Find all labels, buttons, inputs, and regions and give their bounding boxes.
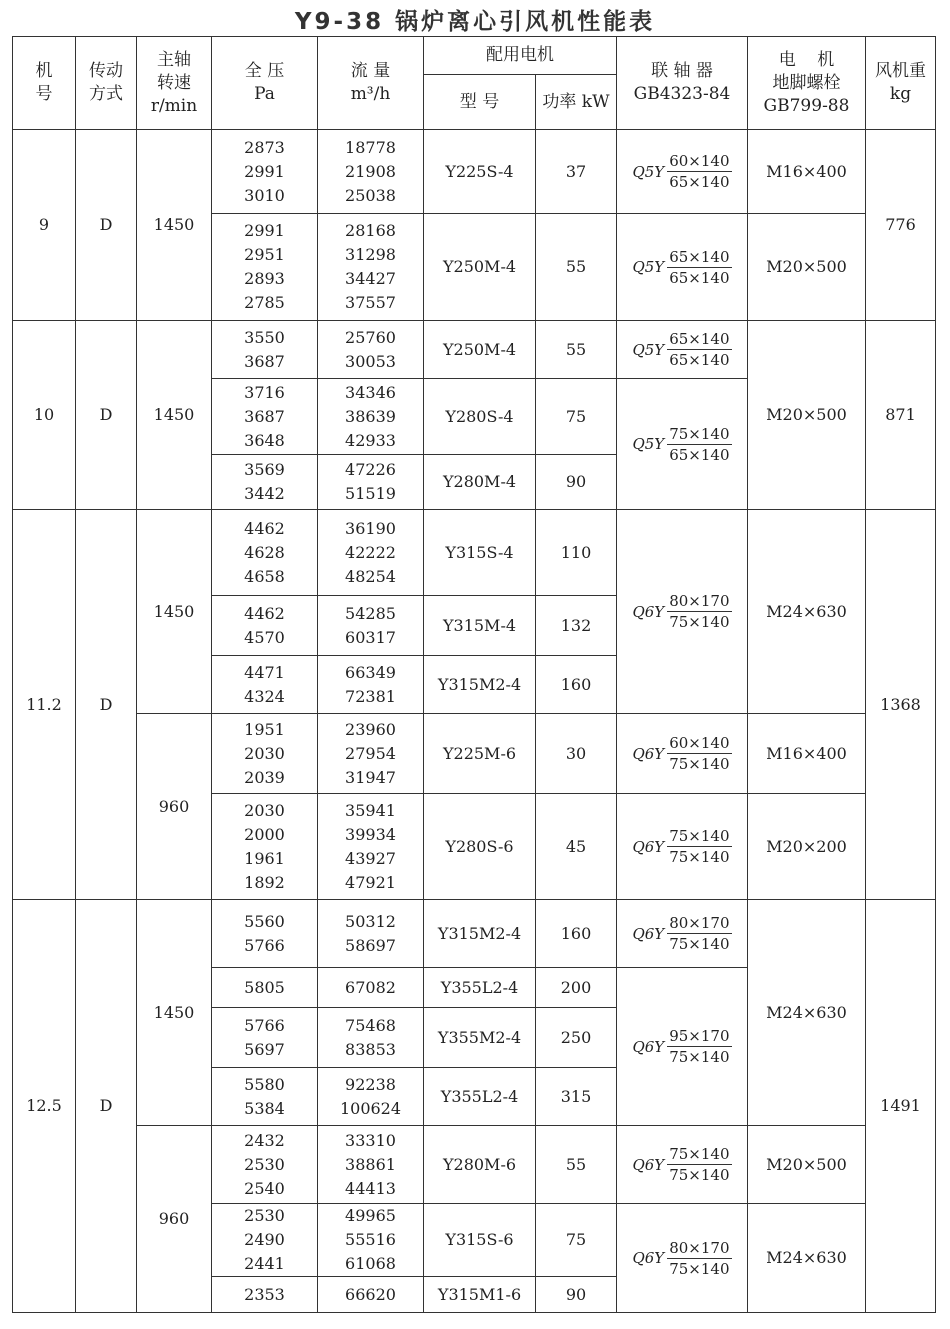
motor-power: 250 xyxy=(536,1008,617,1068)
motor-type: Y315M2-4 xyxy=(424,900,536,968)
flow-values: 35941 39934 43927 47921 xyxy=(318,794,424,900)
flow-values: 23960 27954 31947 xyxy=(318,714,424,794)
table-row xyxy=(13,321,936,379)
motor-power: 45 xyxy=(536,794,617,900)
motor-power: 75 xyxy=(536,379,617,455)
motor-type: Y315M2-4 xyxy=(424,656,536,714)
pressure-values: 3716 3687 3648 xyxy=(212,379,318,455)
table-row xyxy=(13,510,936,596)
table-title: Y9-38 锅炉离心引风机性能表 xyxy=(294,9,656,35)
fan-weight: 871 xyxy=(866,321,936,510)
flow-values: 67082 xyxy=(318,968,424,1008)
fan-no: 12.5 xyxy=(13,900,76,1313)
coupling-spec: Q6Y $\frac{75\times 140}{75\times 140}$ xyxy=(617,794,748,900)
header-motor-power: 功率 kW xyxy=(536,75,617,130)
header-weight: 风机重 kg xyxy=(866,37,936,130)
flow-values: 75468 83853 xyxy=(318,1008,424,1068)
motor-type: Y280M-6 xyxy=(424,1126,536,1204)
motor-power: 30 xyxy=(536,714,617,794)
flow-values: 66349 72381 xyxy=(318,656,424,714)
pressure-values: 5560 5766 xyxy=(212,900,318,968)
fan-no: 10 xyxy=(13,321,76,510)
table-row xyxy=(13,714,936,794)
fan-weight: 1491 xyxy=(866,900,936,1313)
pressure-values: 4462 4570 xyxy=(212,596,318,656)
pressure-values: 5580 5384 xyxy=(212,1068,318,1126)
header-motor: 配用电机 xyxy=(424,37,617,75)
bolt-spec: M20×200 xyxy=(748,794,866,900)
motor-power: 132 xyxy=(536,596,617,656)
motor-power: 160 xyxy=(536,900,617,968)
coupling-spec: Q6Y $\frac{80\times 170}{75\times 140}$ xyxy=(617,1204,748,1313)
pressure-values: 4462 4628 4658 xyxy=(212,510,318,596)
pressure-values: 3569 3442 xyxy=(212,455,318,510)
header-flow: 流 量 m³/h xyxy=(318,37,424,130)
table-row xyxy=(13,900,936,968)
motor-type: Y355L2-4 xyxy=(424,1068,536,1126)
bolt-spec: M20×500 xyxy=(748,321,866,510)
drive-mode: D xyxy=(76,510,137,900)
coupling-spec: Q5Y $\frac{60\times 140}{65\times 140}$ xyxy=(617,130,748,214)
bolt-spec: M20×500 xyxy=(748,214,866,321)
bolt-spec: M24×630 xyxy=(748,510,866,714)
header-bolt: 电 机 地脚螺栓 GB799-88 xyxy=(748,37,866,130)
motor-power: 90 xyxy=(536,455,617,510)
motor-power: 55 xyxy=(536,321,617,379)
coupling-spec: Q5Y $\frac{65\times 140}{65\times 140}$ xyxy=(617,321,748,379)
flow-values: 49965 55516 61068 xyxy=(318,1204,424,1277)
motor-power: 55 xyxy=(536,214,617,321)
pressure-values: 4471 4324 xyxy=(212,656,318,714)
flow-values: 18778 21908 25038 xyxy=(318,130,424,214)
motor-power: 200 xyxy=(536,968,617,1008)
motor-power: 37 xyxy=(536,130,617,214)
motor-type: Y250M-4 xyxy=(424,214,536,321)
pressure-values: 2030 2000 1961 1892 xyxy=(212,794,318,900)
bolt-spec: M16×400 xyxy=(748,130,866,214)
pressure-values: 2991 2951 2893 2785 xyxy=(212,214,318,321)
flow-values: 54285 60317 xyxy=(318,596,424,656)
speed: 1450 xyxy=(137,321,212,510)
table-row xyxy=(13,130,936,214)
pressure-values: 5766 5697 xyxy=(212,1008,318,1068)
motor-type: Y315M-4 xyxy=(424,596,536,656)
speed: 1450 xyxy=(137,130,212,321)
table-row xyxy=(13,1126,936,1204)
flow-values: 33310 38861 44413 xyxy=(318,1126,424,1204)
pressure-values: 2873 2991 3010 xyxy=(212,130,318,214)
fan-no: 11.2 xyxy=(13,510,76,900)
motor-type: Y225S-4 xyxy=(424,130,536,214)
flow-values: 50312 58697 xyxy=(318,900,424,968)
coupling-spec: Q6Y $\frac{95\times 170}{75\times 140}$ xyxy=(617,968,748,1126)
header-speed: 主轴转速 r/min xyxy=(137,37,212,130)
drive-mode: D xyxy=(76,900,137,1313)
flow-values: 66620 xyxy=(318,1277,424,1313)
motor-type: Y355L2-4 xyxy=(424,968,536,1008)
coupling-spec: Q5Y $\frac{75\times 140}{65\times 140}$ xyxy=(617,379,748,510)
fan-weight: 776 xyxy=(866,130,936,321)
pressure-values: 5805 xyxy=(212,968,318,1008)
motor-type: Y225M-6 xyxy=(424,714,536,794)
drive-mode: D xyxy=(76,130,137,321)
speed: 960 xyxy=(137,714,212,900)
coupling-spec: Q6Y $\frac{80\times 170}{75\times 140}$ xyxy=(617,510,748,714)
header-pressure: 全 压 Pa xyxy=(212,37,318,130)
motor-type: Y250M-4 xyxy=(424,321,536,379)
drive-mode: D xyxy=(76,321,137,510)
coupling-spec: Q6Y $\frac{60\times 140}{75\times 140}$ xyxy=(617,714,748,794)
motor-power: 90 xyxy=(536,1277,617,1313)
flow-values: 34346 38639 42933 xyxy=(318,379,424,455)
performance-table xyxy=(12,36,936,1313)
header-coupling: 联 轴 器 GB4323-84 xyxy=(617,37,748,130)
motor-type: Y355M2-4 xyxy=(424,1008,536,1068)
pressure-values: 2530 2490 2441 xyxy=(212,1204,318,1277)
bolt-spec: M24×630 xyxy=(748,1204,866,1313)
motor-power: 160 xyxy=(536,656,617,714)
motor-type: Y280S-6 xyxy=(424,794,536,900)
pressure-values: 2353 xyxy=(212,1277,318,1313)
bolt-spec: M20×500 xyxy=(748,1126,866,1204)
pressure-values: 3550 3687 xyxy=(212,321,318,379)
flow-values: 28168 31298 34427 37557 xyxy=(318,214,424,321)
bolt-spec: M16×400 xyxy=(748,714,866,794)
flow-values: 47226 51519 xyxy=(318,455,424,510)
coupling-spec: Q6Y $\frac{80\times 170}{75\times 140}$ xyxy=(617,900,748,968)
motor-power: 315 xyxy=(536,1068,617,1126)
coupling-spec: Q5Y $\frac{65\times 140}{65\times 140}$ xyxy=(617,214,748,321)
motor-type: Y315S-6 xyxy=(424,1204,536,1277)
motor-power: 55 xyxy=(536,1126,617,1204)
motor-power: 110 xyxy=(536,510,617,596)
motor-type: Y315M1-6 xyxy=(424,1277,536,1313)
flow-values: 36190 42222 48254 xyxy=(318,510,424,596)
speed: 960 xyxy=(137,1126,212,1313)
bolt-spec: M24×630 xyxy=(748,900,866,1126)
header-motor-type: 型 号 xyxy=(424,75,536,130)
pressure-values: 2432 2530 2540 xyxy=(212,1126,318,1204)
speed: 1450 xyxy=(137,510,212,714)
pressure-values: 1951 2030 2039 xyxy=(212,714,318,794)
header-model-no: 机号 xyxy=(13,37,76,130)
flow-values: 92238 100624 xyxy=(318,1068,424,1126)
motor-type: Y315S-4 xyxy=(424,510,536,596)
fan-no: 9 xyxy=(13,130,76,321)
speed: 1450 xyxy=(137,900,212,1126)
coupling-spec: Q6Y $\frac{75\times 140}{75\times 140}$ xyxy=(617,1126,748,1204)
motor-type: Y280S-4 xyxy=(424,379,536,455)
flow-values: 25760 30053 xyxy=(318,321,424,379)
fan-weight: 1368 xyxy=(866,510,936,900)
motor-type: Y280M-4 xyxy=(424,455,536,510)
motor-power: 75 xyxy=(536,1204,617,1277)
header-drive: 传动方式 xyxy=(76,37,137,130)
